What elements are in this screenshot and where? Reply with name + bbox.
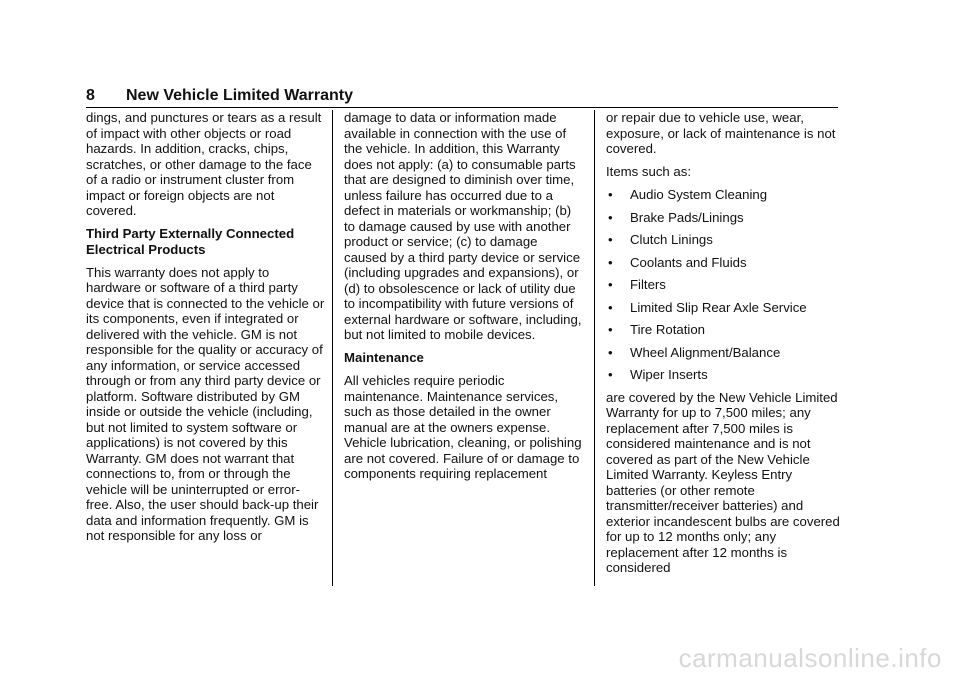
- watermark: carmanualsonline.info: [678, 643, 942, 673]
- text-column-3: [606, 110, 842, 583]
- list-item-label: Tire Rotation: [630, 322, 706, 337]
- list-item-label: Wheel Alignment/Balance: [630, 344, 781, 360]
- bullet-icon: •: [608, 254, 613, 270]
- list-item: [606, 187, 842, 203]
- column-divider: [594, 110, 595, 586]
- bullet-icon: •: [608, 232, 613, 247]
- bullet-icon: •: [608, 299, 613, 315]
- subheading: Third Party Externally Connected Electrical Products: [86, 226, 295, 257]
- list-item: [606, 277, 842, 293]
- text-column-2: [344, 110, 582, 489]
- list-intro: Items such as:: [606, 164, 692, 179]
- text-column-1: [86, 110, 326, 551]
- list-item: [606, 255, 842, 271]
- bullet-icon: •: [608, 277, 613, 292]
- list-item-label: Clutch Linings: [630, 232, 713, 247]
- list-item: [606, 322, 842, 338]
- paragraph: damage to data or information made available in connection with the use of the vehicle. In addition, this Warranty does not apply: (a) to consumable parts that are designed to diminish over time, unless failure has occurred due to a defect in materials or workmanship; (b) to damage caused by use with another product or service; (c) to damage caused by a third party device or service (including upgrades and expansions), or (d) to obsolescence or lack of utility due to incompatibility with future versions of external hardware or software, including, but not limited to mobile devices.: [344, 110, 582, 342]
- bullet-icon: •: [608, 344, 613, 360]
- bullet-icon: •: [608, 322, 613, 337]
- paragraph: This warranty does not apply to hardware or software of a third party device that is connected to the vehicle or its components, even if integrated or delivered with the vehicle. GM is not responsible for the quality or accuracy of any information, or service accessed through or from any third party device or platform. Software distributed by GM inside or outside the vehicle (including, but not limited to system software or applications) is not covered by this Warranty. GM does not warrant that connections to, from or through the vehicle will be uninterrupted or error-free. Also, the user should back-up their data and information frequently. GM is not responsible for any loss or: [86, 264, 325, 543]
- list-item: [606, 345, 842, 361]
- paragraph: dings, and punctures or tears as a result of impact with other objects or road hazards. In addition, cracks, chips, scratches, or other damage to the face of a radio or instrument cluster from impact or foreign objects are not covered.: [86, 110, 322, 218]
- list-item-label: Coolants and Fluids: [630, 254, 747, 270]
- section-title: New Vehicle Limited Warranty: [126, 87, 354, 104]
- list-item-label: Brake Pads/Linings: [630, 209, 744, 225]
- bullet-icon: •: [608, 209, 613, 225]
- maintenance-items-list: [606, 187, 842, 383]
- paragraph: are covered by the New Vehicle Limited Warranty for up to 7,500 miles; any replacement after 7,500 miles is considered maintenance and is not covered as part of the New Vehicle Limited Warranty. Keyless Entry batteries (or other remote transmitter/receiver batteries) and exterior incandescent bulbs are covered for up to 12 months only; any replacement after 12 months is considered: [606, 389, 840, 575]
- subheading: Maintenance: [344, 350, 424, 365]
- list-item: [606, 367, 842, 383]
- list-item: [606, 232, 842, 248]
- column-divider: [332, 110, 333, 586]
- list-item: [606, 300, 842, 316]
- bullet-icon: •: [608, 367, 613, 382]
- list-item-label: Limited Slip Rear Axle Service: [630, 299, 807, 315]
- bullet-icon: •: [608, 187, 613, 202]
- paragraph: or repair due to vehicle use, wear, exposure, or lack of maintenance is not covered.: [606, 110, 836, 156]
- list-item-label: Filters: [630, 277, 666, 292]
- page-header: [86, 83, 838, 108]
- list-item: [606, 210, 842, 226]
- page-number: 8: [86, 87, 95, 104]
- list-item-label: Wiper Inserts: [630, 367, 708, 382]
- list-item-label: Audio System Cleaning: [630, 187, 768, 202]
- paragraph: All vehicles require periodic maintenance. Maintenance services, such as those detailed in the owner manual are at the owners expense. Vehicle lubrication, cleaning, or polishing are not covered. Failure of or damage to components requiring replacement: [344, 373, 582, 481]
